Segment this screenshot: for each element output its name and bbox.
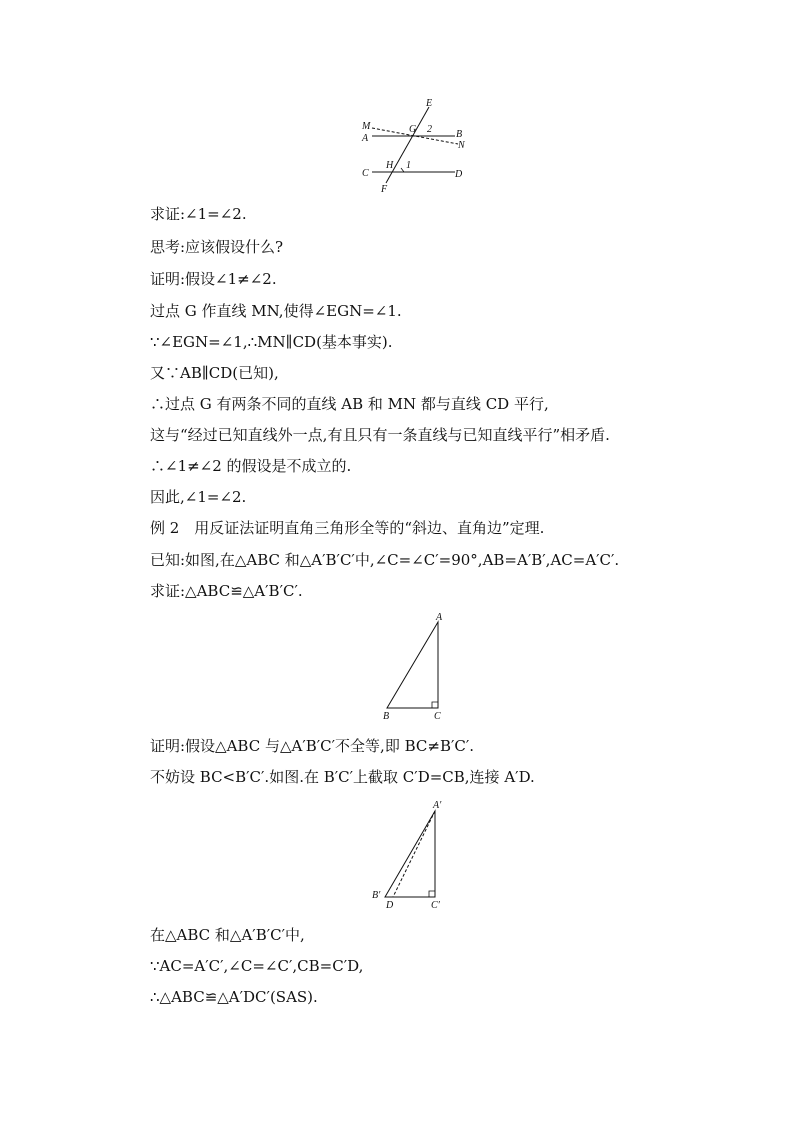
label-a: A bbox=[436, 612, 443, 623]
text-line-9: ∴∠1≠∠2 的假设是不成立的. bbox=[150, 457, 352, 475]
text-line-13: 求证:△ABC≌△A′B′C′. bbox=[150, 582, 303, 600]
text-line-6: 又∵AB∥CD(已知), bbox=[150, 364, 279, 382]
right-angle-mark-c bbox=[432, 702, 438, 708]
label-c: C bbox=[362, 168, 369, 179]
text-line-5: ∵∠EGN=∠1,∴MN∥CD(基本事实). bbox=[150, 333, 393, 351]
label-d: D bbox=[386, 900, 394, 911]
triangle-abc bbox=[387, 622, 438, 708]
text-line-16: 在△ABC 和△A′B′C′中, bbox=[150, 926, 305, 944]
text-line-3: 证明:假设∠1≠∠2. bbox=[150, 270, 277, 288]
text-line-15: 不妨设 BC<B′C′.如图.在 B′C′上截取 C′D=CB,连接 A′D. bbox=[150, 768, 535, 786]
text-line-18: ∴△ABC≌△A′DC′(SAS). bbox=[150, 988, 318, 1006]
angle-1-arc bbox=[401, 168, 404, 172]
label-h: H bbox=[386, 160, 394, 171]
triangle-a1b1c1 bbox=[385, 811, 435, 897]
label-1: 1 bbox=[406, 160, 411, 171]
label-a1: A′ bbox=[433, 800, 442, 811]
label-c: C bbox=[434, 711, 441, 722]
text-line-2: 思考:应该假设什么? bbox=[150, 238, 284, 256]
label-g: G bbox=[409, 124, 417, 135]
label-n: N bbox=[458, 140, 465, 151]
label-m: M bbox=[362, 121, 371, 132]
text-line-10: 因此,∠1=∠2. bbox=[150, 488, 247, 506]
label-b: B bbox=[456, 129, 463, 140]
segment-a1d bbox=[393, 811, 435, 897]
text-line-12: 已知:如图,在△ABC 和△A′B′C′中,∠C=∠C′=90°,AB=A′B′,AC=A′C′. bbox=[150, 551, 620, 569]
text-line-4: 过点 G 作直线 MN,使得∠EGN=∠1. bbox=[150, 302, 402, 320]
right-angle-mark-c1 bbox=[429, 891, 435, 897]
label-f: F bbox=[381, 184, 388, 195]
text-line-1: 求证:∠1=∠2. bbox=[150, 205, 247, 223]
label-b: B bbox=[383, 711, 390, 722]
text-line-7: ∴过点 G 有两条不同的直线 AB 和 MN 都与直线 CD 平行, bbox=[150, 395, 549, 413]
label-2: 2 bbox=[427, 124, 432, 135]
figure-triangle-a1b1c1-svg bbox=[365, 795, 455, 915]
label-c1: C′ bbox=[431, 900, 440, 911]
figure-parallel-lines bbox=[350, 95, 480, 200]
label-b1: B′ bbox=[372, 890, 381, 901]
text-line-14: 证明:假设△ABC 与△A′B′C′不全等,即 BC≠B′C′. bbox=[150, 737, 475, 755]
label-d: D bbox=[455, 169, 463, 180]
text-line-8: 这与“经过已知直线外一点,有且只有一条直线与已知直线平行”相矛盾. bbox=[150, 426, 610, 444]
text-line-17: ∵AC=A′C′,∠C=∠C′,CB=C′D, bbox=[150, 957, 364, 975]
figure-triangle-a1b1c1 bbox=[365, 795, 455, 915]
label-e: E bbox=[426, 98, 433, 109]
label-a: A bbox=[362, 133, 369, 144]
figure-triangle-abc bbox=[375, 610, 455, 725]
figure-parallel-lines-svg bbox=[350, 95, 480, 200]
figure-triangle-abc-svg bbox=[375, 610, 455, 725]
text-line-11: 例 2 用反证法证明直角三角形全等的“斜边、直角边”定理. bbox=[150, 519, 545, 537]
